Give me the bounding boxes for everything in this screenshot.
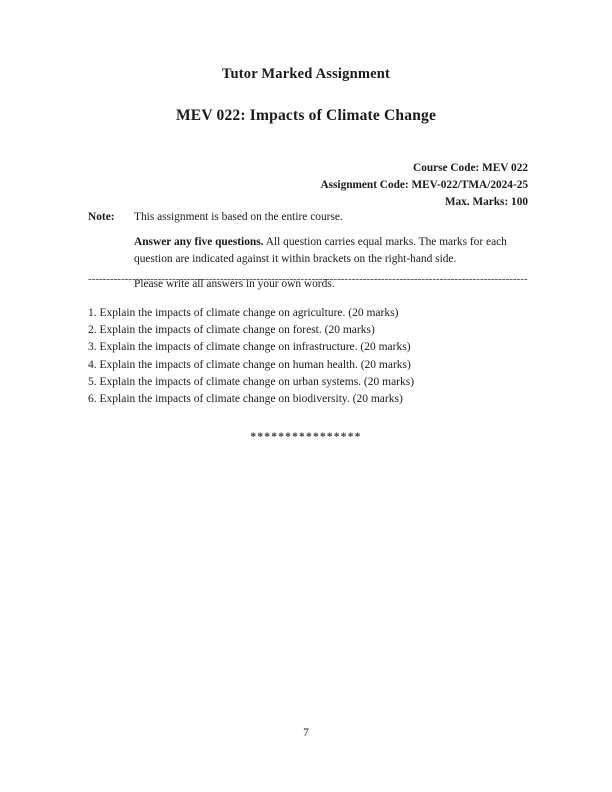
note-label: Note: (88, 211, 115, 223)
page-number: 7 (303, 727, 309, 739)
answer-instruction-bold: Answer any five questions. (134, 236, 264, 249)
question-list (88, 305, 538, 408)
assignment-code: Assignment Code: MEV-022/TMA/2024-25 (320, 179, 528, 192)
section-divider (88, 279, 528, 280)
course-subtitle: MEV 022: Impacts of Climate Change (175, 107, 437, 124)
page-title: Tutor Marked Assignment (221, 66, 391, 82)
note-line-2 (134, 234, 528, 267)
note-first-row (88, 209, 528, 225)
course-code: Course Code: MEV 022 (413, 162, 528, 174)
question-item: 3. Explain the impacts of climate change on infrastructure. (20 marks) (88, 341, 411, 354)
asterisk-divider: **************** (250, 431, 362, 443)
max-marks: Max. Marks: 100 (444, 196, 528, 209)
question-item: 2. Explain the impacts of climate change on forest. (20 marks) (88, 324, 375, 337)
note-line-3: Please write all answers in your own words. (134, 277, 335, 290)
question-item: 4. Explain the impacts of climate change on human health. (20 marks) (88, 358, 411, 371)
answer-instruction-rest: All question carries equal marks. The marks for each question are indicated against it within brackets on the right-hand side. (134, 236, 507, 265)
question-item: 6. Explain the impacts of climate change on biodiversity. (20 marks) (88, 393, 403, 406)
note-line-1: This assignment is based on the entire course. (134, 211, 343, 223)
course-info-block (88, 160, 528, 212)
question-item: 5. Explain the impacts of climate change on urban systems. (20 marks) (88, 375, 415, 388)
question-item: 1. Explain the impacts of climate change on agriculture. (20 marks) (88, 307, 399, 319)
